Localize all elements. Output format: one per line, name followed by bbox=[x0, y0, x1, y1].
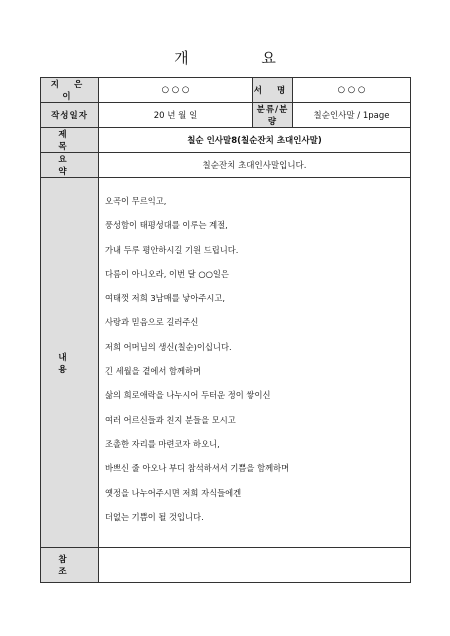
content-line: 풍성함이 태평성대를 이루는 계절, bbox=[105, 220, 228, 231]
writer-row bbox=[41, 78, 411, 103]
content-line: 조촐한 자리를 마련코자 하오니, bbox=[105, 438, 220, 449]
content-line: 긴 세월을 곁에서 함께하며 bbox=[105, 366, 202, 377]
note-label: 참 조 bbox=[41, 548, 99, 583]
note-row bbox=[41, 548, 411, 583]
content-label: 내 용 bbox=[41, 178, 99, 548]
signature-label: 서 명 bbox=[253, 78, 293, 103]
content-line: 여태껏 저희 3남매를 낳아주시고, bbox=[105, 293, 226, 304]
subject-label: 제 목 bbox=[41, 128, 99, 153]
content-line: 더없는 기쁨이 될 것입니다. bbox=[105, 511, 204, 522]
signature-value: ○ ○ ○ bbox=[293, 78, 411, 103]
date-value: 20 년 월 일 bbox=[99, 103, 253, 128]
content-line: 바쁘신 줄 아오나 부디 참석하셔서 기쁨을 함께하며 bbox=[105, 463, 290, 474]
content-line: 여러 어르신들과 친지 분들을 모시고 bbox=[105, 414, 236, 425]
summary-row bbox=[41, 153, 411, 178]
content-line: 삶의 희로애락을 나누시어 두터운 정이 쌓이신 bbox=[105, 390, 271, 401]
summary-label: 요 약 bbox=[41, 153, 99, 178]
writer-value: ○ ○ ○ bbox=[99, 78, 253, 103]
content-body bbox=[99, 178, 411, 548]
date-label: 작성일자 bbox=[41, 103, 99, 128]
content-row bbox=[41, 178, 411, 548]
writer-label: 지 은 이 bbox=[41, 78, 99, 103]
overview-form-table bbox=[40, 77, 411, 583]
page-title: 개 요 bbox=[174, 49, 310, 67]
content-line: 저희 어머님의 생신(칠순)이십니다. bbox=[105, 341, 232, 352]
note-value bbox=[99, 548, 411, 583]
subject-value: 칠순 인사말8(칠순잔치 초대인사말) bbox=[99, 128, 411, 153]
category-label: 분류/분량 bbox=[253, 103, 293, 128]
content-line: 오곡이 무르익고, bbox=[105, 196, 167, 206]
category-value: 칠순인사말 / 1page bbox=[293, 103, 411, 128]
content-line: 옛정을 나누어주시면 저희 자식들에겐 bbox=[105, 487, 242, 498]
summary-value: 칠순잔치 초대인사말입니다. bbox=[99, 153, 411, 178]
content-line: 다름이 아니오라, 이번 달 ○○일은 bbox=[105, 268, 229, 279]
content-line: 사랑과 믿음으로 길러주신 bbox=[105, 317, 199, 328]
content-line: 가내 두루 평안하시길 기원 드립니다. bbox=[105, 244, 239, 255]
date-row bbox=[41, 103, 411, 128]
content-lines bbox=[99, 178, 410, 535]
subject-row bbox=[41, 128, 411, 153]
